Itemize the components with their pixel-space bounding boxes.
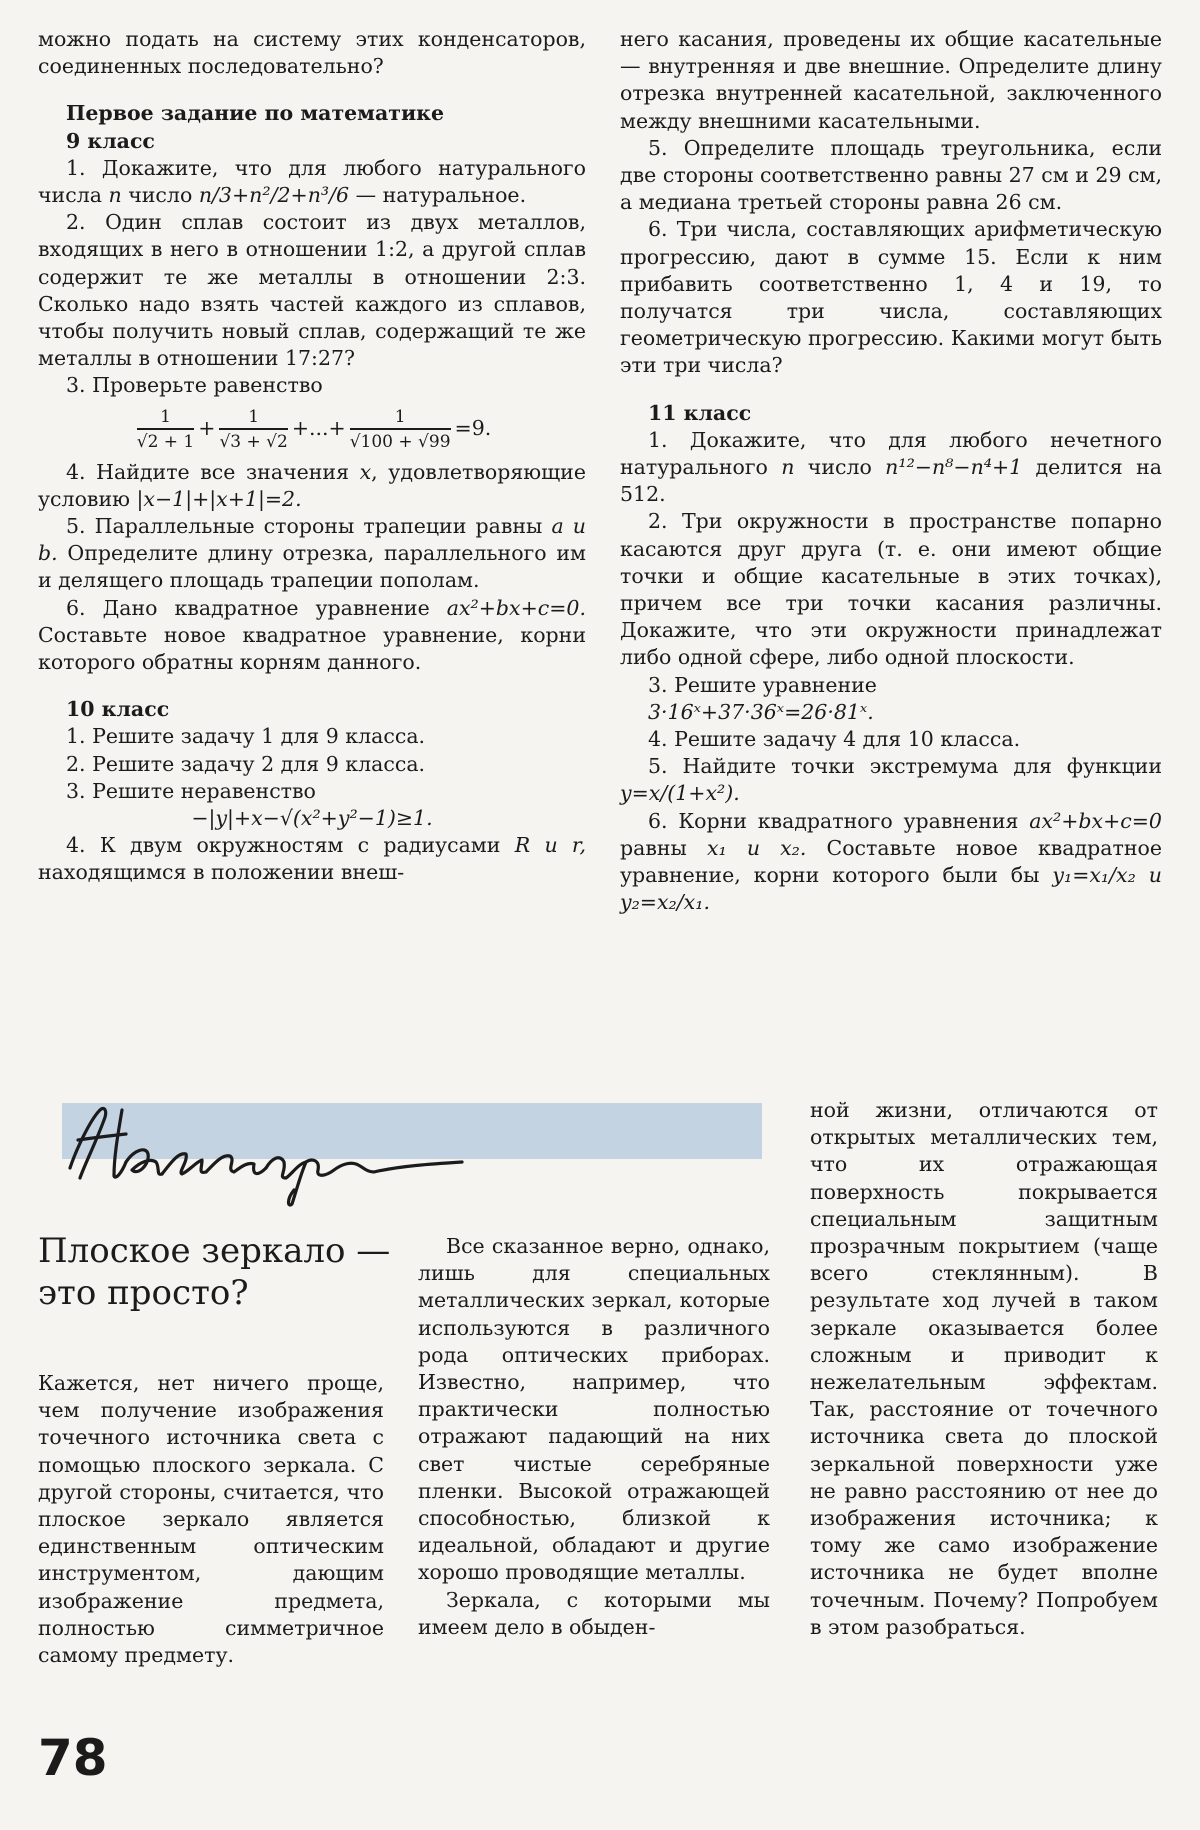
task-11-1: 1. Докажите, что для любого нечетного натурального n число n¹²−n⁸−n⁴+1 делится на 512.: [620, 427, 1162, 507]
task-9-1: 1. Докажите, что для любого натурального числа n число n/3+n²/2+n³/6 — натуральное.: [38, 155, 586, 208]
task-11-4: 4. Решите задачу 4 для 10 класса.: [648, 727, 1021, 752]
task-11-2: 2. Три окружности в пространстве попарно касаются друг друга (т. е. они имеют общие точки и общие касательные в этих точках), причем все три точки касания различны. Докажите, что эти окружности принадлежат либо одной сфере, либо одной плоскости.: [620, 509, 1162, 670]
left-column: [38, 26, 586, 887]
task-10-2: 2. Решите задачу 2 для 9 класса.: [66, 751, 426, 776]
formula-inequality: −|y|+x−√(x²+y²−1)≥1.: [191, 806, 433, 831]
grade-heading-11: 11 класс: [648, 400, 752, 425]
continued-text: можно подать на систему этих конденсаторов, соединенных последовательно?: [38, 27, 586, 79]
task-9-6: 6. Дано квадратное уравнение ax²+bx+c=0. Составьте новое квадратное уравнение, корни которого обратны корням данного.: [38, 595, 586, 675]
task-10-3: 3. Решите неравенство: [66, 778, 316, 803]
task-9-5: 5. Параллельные стороны трапеции равны a и b. Определите длину отрезка, параллельного им и делящего площадь трапеции пополам.: [38, 514, 586, 593]
article-title: Плоское зеркало — это просто?: [38, 1231, 391, 1313]
task-9-3: 3. Проверьте равенство: [66, 373, 323, 398]
script-logo-icon: [30, 1080, 470, 1210]
grade-heading-10: 10 класс: [66, 697, 170, 722]
task-10-4-continued: него касания, проведены их общие касательные — внутренняя и две внешние. Определите длину отрезка внутренней касательной, заключенного между внешними касательными.: [620, 27, 1162, 133]
task-10-4: 4. К двум окружностям с радиусами R и r, находящимся в положении внеш-: [38, 833, 586, 885]
grade-heading-9: 9 класс: [66, 128, 155, 153]
article-paragraph-3-continued: ной жизни, отличаются от открытых металлических тем, что их отражающая поверхность покрывается специальным защитным прозрачным покрытием (чаще всего стеклянным). В результате ход лучей в таком зеркале оказывается более сложным и приводит к нежелательным эффектам. Так, расстояние от точечного источника света до плоской зеркальной поверхности уже не равно расстоянию от нее до изображения источника; к тому же само изображение источника не будет вполне точечным. Почему? Попробуем в этом разобраться.: [810, 1098, 1158, 1639]
formula-exponential: 3·16ˣ+37·36ˣ=26·81ˣ.: [648, 699, 874, 724]
task-10-1: 1. Решите задачу 1 для 9 класса.: [66, 724, 426, 749]
article-paragraph-1: Кажется, нет ничего проще, чем получение изображения точечного источника света с помощью плоского зеркала. С другой стороны, считается, что плоское зеркало является единственным оптическим инструментом, дающим изображение предмета, полностью симметричное самому предмету.: [38, 1371, 384, 1668]
article-paragraph-3: Зеркала, с которыми мы имеем дело в обыден-: [418, 1587, 770, 1639]
article-paragraph-2: Все сказанное верно, однако, лишь для специальных металлических зеркал, которые используются в различного рода оптических приборах. Известно, например, что практически полностью отражают падающий на них свет чистые серебряные пленки. Высокой отражающей способностью, близкой к идеальной, обладают и другие хорошо проводящие металлы.: [418, 1234, 770, 1585]
formula-sum: $\frac{1}{√2 + 1}$ + $\frac{1}{√3 + √2}$ +...+ $\frac{1}{√100 + √99}$ =9.: [136, 406, 492, 452]
section-heading-math: Первое задание по математике: [66, 101, 445, 126]
page-number: 78: [38, 1729, 108, 1787]
task-11-3: 3. Решите уравнение: [648, 672, 877, 697]
task-9-4: 4. Найдите все значения x, удовлетворяющие условию |x−1|+|x+1|=2.: [38, 459, 586, 511]
task-9-2: 2. Один сплав состоит из двух металлов, входящих в него в отношении 1:2, а другой сплав содержит те же металлы в отношении 2:3. Сколько надо взять частей каждого из сплавов, чтобы получить новый сплав, содержащий те же металлы в отношении 17:27?: [38, 210, 586, 371]
article-column-1: [38, 1370, 384, 1669]
task-10-6: 6. Три числа, составляющих арифметическую прогрессию, дают в сумме 15. Если к ним прибавить соответственно 1, 4 и 19, то получатся три числа, составляющих геометрическую прогрессию. Какими могут быть эти три числа?: [620, 217, 1162, 378]
task-11-6: 6. Корни квадратного уравнения ax²+bx+c=0 равны x₁ и x₂. Составьте новое квадратное уравнение, корни которого были бы y₁=x₁/x₂ и y₂=x₂/x₁.: [620, 808, 1162, 915]
task-10-5: 5. Определите площадь треугольника, если две стороны соответственно равны 27 см и 29 см, а медиана третьей стороны равна 26 см.: [620, 135, 1162, 215]
article-column-2: [418, 1233, 770, 1641]
article-column-3: [810, 1097, 1158, 1641]
task-11-5: 5. Найдите точки экстремума для функции y=x/(1+x²).: [620, 754, 1162, 806]
right-column: [620, 26, 1162, 917]
